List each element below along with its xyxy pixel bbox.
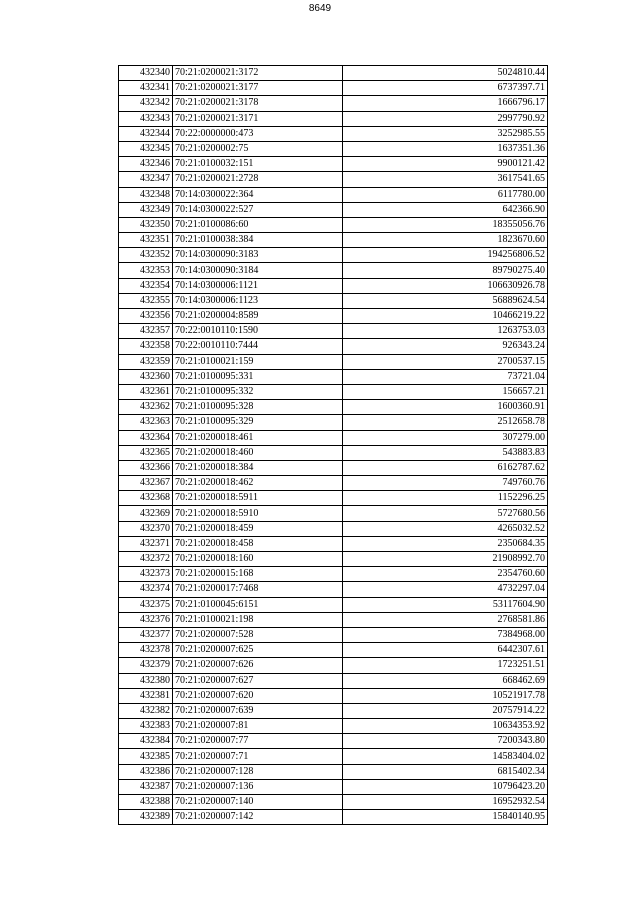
cadastral-value: 1823670.60 [343,233,548,248]
cadastral-number: 70:21:0200021:3178 [173,96,343,111]
cadastral-value: 16952932.54 [343,795,548,810]
row-number: 432374 [119,582,173,597]
cadastral-number: 70:21:0200007:528 [173,627,343,642]
cadastral-value: 3617541.65 [343,172,548,187]
table-row [119,324,548,339]
cadastral-number: 70:21:0100086:60 [173,217,343,232]
row-number: 432376 [119,612,173,627]
cadastral-number: 70:21:0200018:5910 [173,506,343,521]
cadastral-number: 70:21:0100095:328 [173,400,343,415]
table-row [119,627,548,642]
row-number: 432383 [119,719,173,734]
cadastral-number: 70:21:0200018:458 [173,536,343,551]
table-row [119,552,548,567]
table-row [119,369,548,384]
row-number: 432369 [119,506,173,521]
row-number: 432340 [119,66,173,81]
cadastral-value-table [118,65,548,825]
row-number: 432356 [119,309,173,324]
cadastral-value: 1263753.03 [343,324,548,339]
table-row [119,521,548,536]
row-number: 432347 [119,172,173,187]
cadastral-number: 70:21:0200007:81 [173,719,343,734]
cadastral-value: 15840140.95 [343,810,548,825]
cadastral-number: 70:21:0100095:332 [173,384,343,399]
cadastral-value: 2700537.15 [343,354,548,369]
table-row [119,400,548,415]
table-row [119,278,548,293]
cadastral-value: 926343.24 [343,339,548,354]
cadastral-number: 70:21:0200021:3177 [173,81,343,96]
cadastral-number: 70:14:0300006:1123 [173,293,343,308]
cadastral-value: 5727680.56 [343,506,548,521]
cadastral-number: 70:21:0200007:620 [173,688,343,703]
cadastral-number: 70:21:0200021:3172 [173,66,343,81]
cadastral-number: 70:14:0300022:364 [173,187,343,202]
row-number: 432341 [119,81,173,96]
row-number: 432370 [119,521,173,536]
cadastral-number: 70:21:0200007:71 [173,749,343,764]
table-row [119,476,548,491]
row-number: 432355 [119,293,173,308]
cadastral-value: 6737397.71 [343,81,548,96]
cadastral-value: 89790275.40 [343,263,548,278]
table-row [119,445,548,460]
row-number: 432343 [119,111,173,126]
table-row [119,658,548,673]
table-row [119,506,548,521]
row-number: 432365 [119,445,173,460]
cadastral-number: 70:21:0200018:461 [173,430,343,445]
table-row [119,66,548,81]
row-number: 432354 [119,278,173,293]
row-number: 432357 [119,324,173,339]
cadastral-value: 10634353.92 [343,719,548,734]
cadastral-value: 10796423.20 [343,779,548,794]
cadastral-value: 1600360.91 [343,400,548,415]
cadastral-value: 18355056.76 [343,217,548,232]
cadastral-value: 543883.83 [343,445,548,460]
cadastral-value: 1666796.17 [343,96,548,111]
cadastral-number: 70:21:0200018:459 [173,521,343,536]
cadastral-number: 70:21:0100021:198 [173,612,343,627]
row-number: 432351 [119,233,173,248]
row-number: 432371 [119,536,173,551]
row-number: 432362 [119,400,173,415]
row-number: 432382 [119,703,173,718]
table-row [119,643,548,658]
table-row [119,309,548,324]
table-row [119,172,548,187]
row-number: 432348 [119,187,173,202]
row-number: 432379 [119,658,173,673]
table-row [119,81,548,96]
cadastral-number: 70:22:0000000:473 [173,126,343,141]
table-row [119,764,548,779]
row-number: 432368 [119,491,173,506]
table-row [119,703,548,718]
table-row [119,567,548,582]
cadastral-number: 70:14:0300022:527 [173,202,343,217]
table-row [119,688,548,703]
row-number: 432359 [119,354,173,369]
cadastral-value: 6442307.61 [343,643,548,658]
row-number: 432375 [119,597,173,612]
row-number: 432345 [119,141,173,156]
cadastral-value: 73721.04 [343,369,548,384]
cadastral-value: 4732297.04 [343,582,548,597]
cadastral-value: 1637351.36 [343,141,548,156]
row-number: 432380 [119,673,173,688]
table-row [119,430,548,445]
cadastral-number: 70:21:0200018:384 [173,460,343,475]
cadastral-number: 70:21:0100032:151 [173,157,343,172]
cadastral-value: 9900121.42 [343,157,548,172]
table-row [119,536,548,551]
cadastral-value: 56889624.54 [343,293,548,308]
table-row [119,597,548,612]
cadastral-value: 106630926.78 [343,278,548,293]
row-number: 432389 [119,810,173,825]
row-number: 432385 [119,749,173,764]
row-number: 432386 [119,764,173,779]
cadastral-value: 6117780.00 [343,187,548,202]
table-row [119,749,548,764]
cadastral-number: 70:22:0010110:1590 [173,324,343,339]
table-row [119,719,548,734]
cadastral-number: 70:21:0200004:8589 [173,309,343,324]
table-row [119,339,548,354]
cadastral-number: 70:21:0100045:6151 [173,597,343,612]
row-number: 432349 [119,202,173,217]
table-row [119,354,548,369]
cadastral-value: 53117604.90 [343,597,548,612]
cadastral-number: 70:21:0200007:639 [173,703,343,718]
cadastral-value: 2512658.78 [343,415,548,430]
table-row [119,111,548,126]
cadastral-number: 70:21:0200007:128 [173,764,343,779]
cadastral-number: 70:21:0200007:626 [173,658,343,673]
cadastral-value: 642366.90 [343,202,548,217]
cadastral-number: 70:21:0200018:160 [173,552,343,567]
cadastral-number: 70:14:0300006:1121 [173,278,343,293]
row-number: 432350 [119,217,173,232]
table-row [119,779,548,794]
row-number: 432372 [119,552,173,567]
cadastral-value: 1152296.25 [343,491,548,506]
cadastral-number: 70:21:0200015:168 [173,567,343,582]
row-number: 432358 [119,339,173,354]
cadastral-number: 70:14:0300090:3184 [173,263,343,278]
cadastral-value: 6162787.62 [343,460,548,475]
cadastral-value: 5024810.44 [343,66,548,81]
cadastral-value: 21908992.70 [343,552,548,567]
row-number: 432377 [119,627,173,642]
cadastral-value: 194256806.52 [343,248,548,263]
table-row [119,217,548,232]
cadastral-value: 2997790.92 [343,111,548,126]
row-number: 432364 [119,430,173,445]
cadastral-number: 70:21:0100038:384 [173,233,343,248]
table-row [119,263,548,278]
row-number: 432366 [119,460,173,475]
cadastral-number: 70:21:0200007:77 [173,734,343,749]
cadastral-number: 70:21:0200018:460 [173,445,343,460]
row-number: 432361 [119,384,173,399]
table-row [119,460,548,475]
cadastral-value: 7384968.00 [343,627,548,642]
row-number: 432352 [119,248,173,263]
cadastral-number: 70:22:0010110:7444 [173,339,343,354]
cadastral-value: 10466219.22 [343,309,548,324]
table-row [119,612,548,627]
row-number: 432381 [119,688,173,703]
table-row [119,673,548,688]
cadastral-number: 70:21:0200007:627 [173,673,343,688]
cadastral-value: 6815402.34 [343,764,548,779]
row-number: 432346 [119,157,173,172]
row-number: 432384 [119,734,173,749]
table-row [119,734,548,749]
row-number: 432360 [119,369,173,384]
cadastral-value: 3252985.55 [343,126,548,141]
table-row [119,233,548,248]
cadastral-number: 70:21:0200007:142 [173,810,343,825]
cadastral-value: 1723251.51 [343,658,548,673]
cadastral-number: 70:21:0200007:136 [173,779,343,794]
table-row [119,810,548,825]
row-number: 432373 [119,567,173,582]
cadastral-value: 2350684.35 [343,536,548,551]
cadastral-value: 307279.00 [343,430,548,445]
cadastral-value: 2768581.86 [343,612,548,627]
cadastral-value: 2354760.60 [343,567,548,582]
cadastral-value: 7200343.80 [343,734,548,749]
row-number: 432344 [119,126,173,141]
table-row [119,202,548,217]
cadastral-value: 4265032.52 [343,521,548,536]
cadastral-value: 668462.69 [343,673,548,688]
cadastral-value: 20757914.22 [343,703,548,718]
table-row [119,582,548,597]
row-number: 432387 [119,779,173,794]
cadastral-value: 14583404.02 [343,749,548,764]
table-row [119,293,548,308]
table-row [119,491,548,506]
page-number: 8649 [308,3,332,14]
cadastral-value: 749760.76 [343,476,548,491]
row-number: 432353 [119,263,173,278]
table-row [119,415,548,430]
table-body [119,66,548,825]
table-row [119,384,548,399]
table-row [119,126,548,141]
cadastral-number: 70:21:0200002:75 [173,141,343,156]
cadastral-value: 10521917.78 [343,688,548,703]
row-number: 432367 [119,476,173,491]
cadastral-number: 70:21:0200018:462 [173,476,343,491]
cadastral-number: 70:21:0200007:140 [173,795,343,810]
table-row [119,248,548,263]
cadastral-number: 70:21:0200018:5911 [173,491,343,506]
cadastral-value: 156657.21 [343,384,548,399]
table-row [119,187,548,202]
cadastral-number: 70:14:0300090:3183 [173,248,343,263]
cadastral-number: 70:21:0100095:329 [173,415,343,430]
cadastral-number: 70:21:0200021:3171 [173,111,343,126]
table-row [119,96,548,111]
table-row [119,795,548,810]
table-row [119,157,548,172]
cadastral-number: 70:21:0200021:2728 [173,172,343,187]
cadastral-number: 70:21:0200017:7468 [173,582,343,597]
table-row [119,141,548,156]
row-number: 432378 [119,643,173,658]
row-number: 432363 [119,415,173,430]
row-number: 432388 [119,795,173,810]
cadastral-number: 70:21:0200007:625 [173,643,343,658]
cadastral-number: 70:21:0100095:331 [173,369,343,384]
row-number: 432342 [119,96,173,111]
cadastral-number: 70:21:0100021:159 [173,354,343,369]
